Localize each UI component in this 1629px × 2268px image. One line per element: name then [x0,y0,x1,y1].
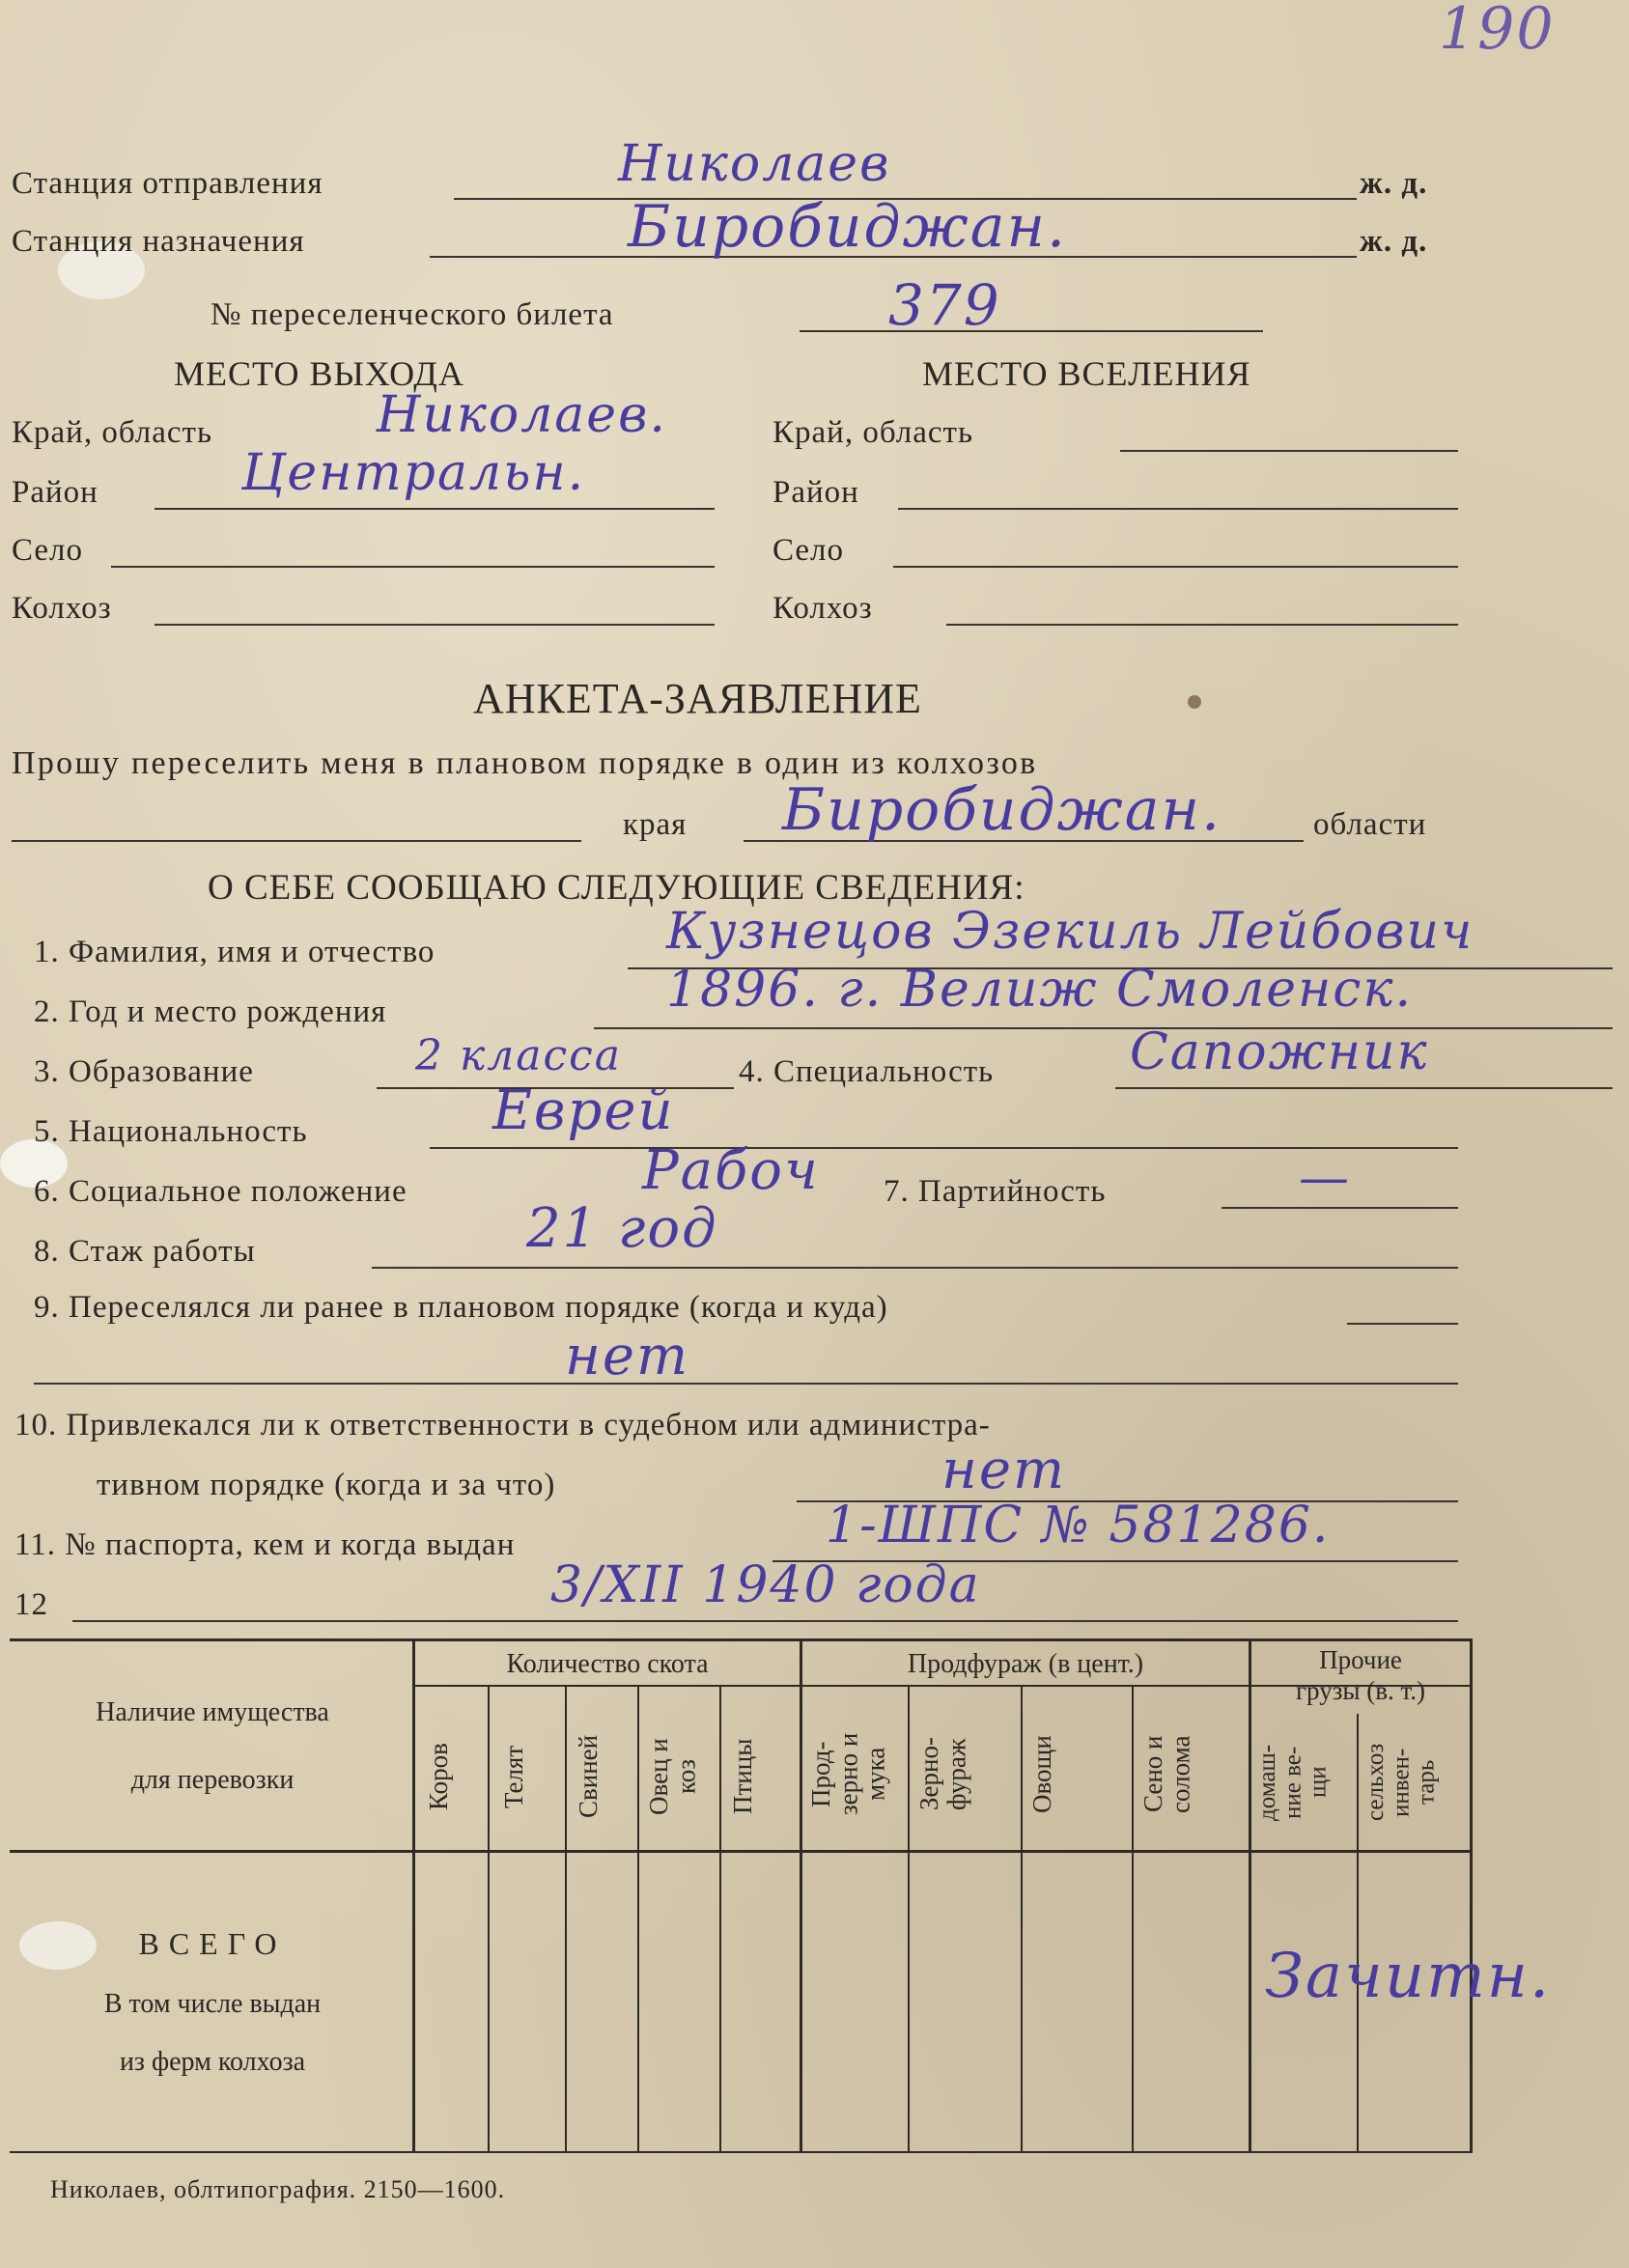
oblast-value: Биробиджан. [782,776,1222,844]
field-3-value: 2 класса [415,1031,623,1080]
field-10-value: нет [941,1439,1067,1501]
field-9-value: нет [565,1325,690,1387]
field-9-line-a [1347,1323,1458,1325]
col-poultry: Птицы [728,1738,757,1815]
table-vline [1021,1687,1023,2153]
col-hay-straw: Сено и солома [1138,1735,1195,1813]
table-vline [488,1687,490,2153]
entry-region-label: Край, область [772,415,974,450]
col-grain-flour: Прод- зерно и мука [806,1732,890,1816]
property-label-b: для перевозки [130,1765,295,1795]
exit-district-value: Центральн. [241,444,586,502]
kraya-label: края [623,807,688,842]
signature: Зачитн. [1265,1941,1552,2012]
exit-district-line [154,508,715,510]
destination-value: Биробиджан. [628,193,1068,261]
field-8-label: 8. Стаж работы [34,1234,256,1269]
col-calves: Телят [499,1745,528,1808]
exit-region-label: Край, область [12,415,213,450]
field-7-line [1222,1207,1458,1209]
col-pigs: Свиней [574,1734,603,1819]
property-label-a: Наличие имущества [96,1697,329,1727]
table-vline [1249,1638,1251,2153]
entry-region-line [1120,450,1458,452]
table-vline [412,1638,415,2153]
departure-suffix: ж. д. [1360,166,1428,201]
table-vline [800,1638,802,2153]
table-vline [565,1687,567,2153]
table-vline [637,1687,639,2153]
destination-label: Станция назначения [12,224,305,259]
field-1-label: 1. Фамилия, имя и отчество [34,935,435,969]
ticket-line [800,330,1263,332]
exit-district-label: Район [12,475,98,510]
table-vline [719,1687,721,2153]
entry-village-line [893,566,1458,568]
exit-region-value: Николаев. [377,386,667,444]
field-9-label: 9. Переселялся ли ранее в плановом порядке (когда и куда) [34,1290,888,1325]
field-6-value: Рабоч [642,1139,820,1202]
group-livestock: Количество скота [506,1649,709,1679]
field-3-label: 3. Образование [34,1054,254,1089]
group-other-b: грузы (в. т.) [1295,1676,1426,1705]
table-bottom-line [10,2151,1473,2153]
entry-village-label: Село [772,533,845,568]
entry-kolkhoz-line [946,624,1458,626]
field-8-value: 21 год [526,1197,718,1260]
field-4-value: Сапожник [1130,1023,1429,1081]
field-12-label: 12 [14,1587,48,1622]
info-title: О СЕБЕ СООБЩАЮ СЛЕДУЮЩИЕ СВЕДЕНИЯ: [208,868,1025,908]
col-household-items: домаш- ние ве- щи [1254,1744,1332,1821]
col-vegetables: Овощи [1027,1735,1056,1813]
printer-footer: Николаев, облтипография. 2150—1600. [50,2175,506,2203]
table-vline [1132,1687,1134,2153]
kraya-line [12,840,581,842]
field-1-value: Кузнецов Эзекиль Лейбович [666,903,1475,961]
field-2-value: 1896. г. Велиж Смоленск. [666,961,1414,1019]
table-header-bottom-line [10,1850,1473,1853]
exit-village-label: Село [12,533,84,568]
field-5-label: 5. Национальность [34,1114,308,1149]
ticket-value: 379 [888,272,1001,338]
field-7-value: — [1299,1149,1351,1207]
field-12-value: 3/XII 1940 года [550,1556,981,1614]
field-4-label: 4. Специальность [739,1054,995,1089]
col-grain-fodder: Зерно- фураж [914,1737,971,1811]
destination-suffix: ж. д. [1360,224,1428,259]
table-vline [1470,1638,1473,2153]
field-12-line [72,1620,1458,1622]
group-other-a: Прочие [1319,1645,1402,1674]
oblast-label: области [1313,807,1427,842]
exit-title: МЕСТО ВЫХОДА [174,354,464,393]
entry-district-line [898,508,1458,510]
field-6-label: 6. Социальное положение [34,1174,407,1209]
request-text: Прошу переселить меня в плановом порядке в один из колхозов [12,745,1038,781]
table-vline [908,1687,910,2153]
entry-district-label: Район [772,475,859,510]
col-cows: Коров [424,1743,453,1810]
issued-label-a: В том числе выдан [103,1989,322,2019]
field-2-label: 2. Год и место рождения [34,994,387,1029]
field-2-line [594,1027,1613,1029]
exit-village-line [111,566,715,568]
field-10-label-a: 10. Привлекался ли к ответственности в судебном или администра- [14,1408,991,1442]
table-top-line [10,1638,1473,1641]
field-7-label: 7. Партийность [884,1174,1107,1209]
field-4-line [1115,1087,1613,1089]
exit-kolkhoz-line [154,624,715,626]
ticket-label: № переселенческого билета [211,297,614,332]
col-sheep-goats: Овец и коз [644,1738,701,1815]
field-8-line [372,1267,1458,1269]
issued-label-b: из ферм колхоза [119,2047,306,2077]
field-5-value: Еврей [492,1079,675,1142]
col-farm-equipment: сельхоз инвен- тарь [1362,1743,1440,1822]
entry-title: МЕСТО ВСЕЛЕНИЯ [922,354,1251,393]
field-11-value: 1-ШПС № 581286. [826,1497,1331,1554]
total-label: ВСЕГО [138,1926,287,1961]
departure-label: Станция отправления [12,166,323,201]
page-number: 190 [1439,0,1556,63]
entry-kolkhoz-label: Колхоз [772,591,873,626]
table-vline [1357,1714,1359,2153]
field-9-line-b [34,1383,1458,1385]
field-10-label-b: тивном порядке (когда и за что) [97,1468,556,1502]
departure-value: Николаев [618,135,891,193]
form-title: АНКЕТА-ЗАЯВЛЕНИЕ [473,675,922,722]
exit-kolkhoz-label: Колхоз [12,591,112,626]
field-11-label: 11. № паспорта, кем и когда выдан [14,1527,516,1562]
ink-spot [1188,695,1201,709]
group-fodder: Продфураж (в цент.) [907,1649,1144,1679]
